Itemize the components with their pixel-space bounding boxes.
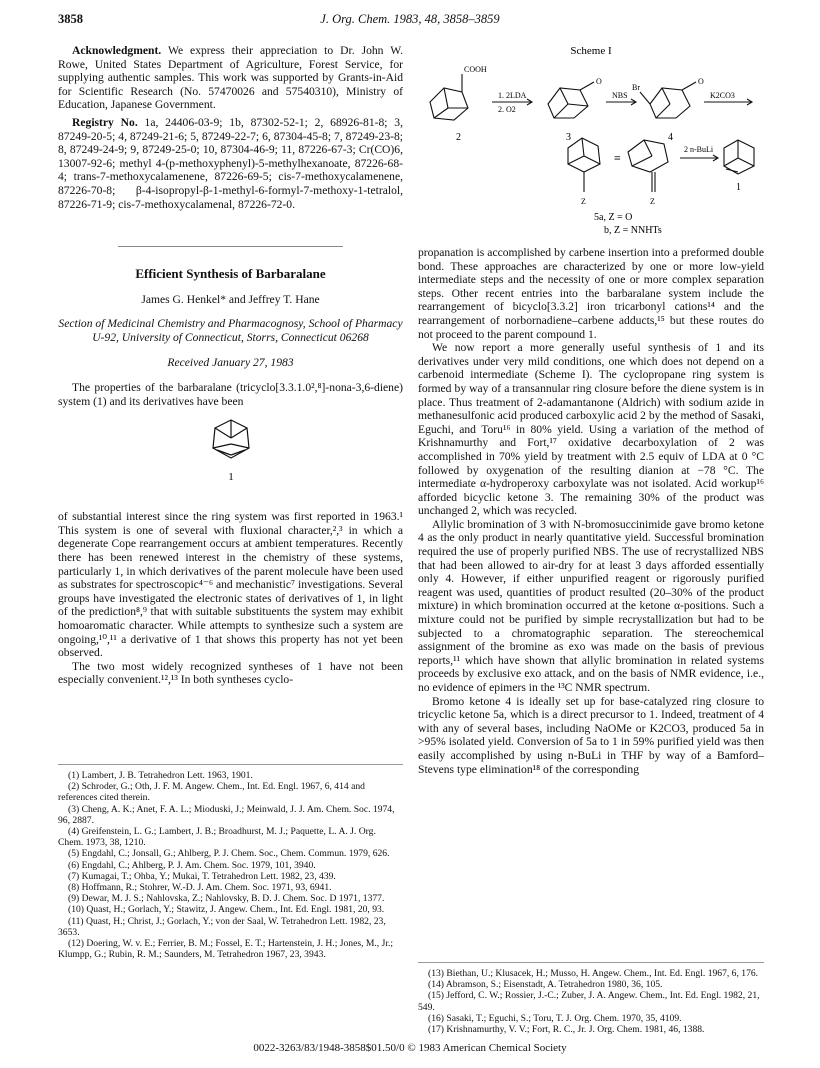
body-paragraph: of substantial interest since the ring system was first reported in 1963.¹ This system is one of several with fluxional character,²,³ in which a degenerate Cope rearrangement occurs at ambient temperatures. Recently there has been renewed interest in the chemistry of these systems, particularly 1, in which derivatives of the parent molecule have been used as substrates for spectroscopic⁴⁻⁶ and mechanistic⁷ investigations. Several groups have investigated the electronic states of derivatives of 1, in light of the prediction⁸,⁹ that with suitable substituents the system may exhibit homoaromatic character. While attempts to synthesize such a system are ongoing,¹⁰,¹¹ a derivative of 1 that shows this property has not yet been observed. bbox=[58, 510, 403, 660]
reference: (11) Quast, H.; Christ, J.; Gorlach, Y.; von der Saal, W. Tetrahedron Lett. 1982, 23, 3653. bbox=[58, 915, 386, 938]
reference: (6) Engdahl, C.; Ahlberg, P. J. Am. Chem. Soc. 1979, 101, 3940. bbox=[68, 859, 316, 871]
svg-text:2: 2 bbox=[456, 132, 461, 143]
svg-text:3: 3 bbox=[566, 132, 571, 143]
svg-text:Z: Z bbox=[581, 197, 586, 206]
scheme-figure bbox=[418, 44, 764, 240]
reference: (1) Lambert, J. B. Tetrahedron Lett. 1963, 1901. bbox=[68, 770, 253, 781]
svg-text:4: 4 bbox=[668, 132, 673, 143]
page-number: 3858 bbox=[58, 12, 83, 26]
registry-numbers: Registry No. 1a, 24406-03-9; 1b, 87302-52-1; 2, 68926-81-8; 3, 87249-20-5; 4, 87249-21-6; 5, 87249-22-7; 6, 87304-45-8; 7, 87249-23-8; 8, 87249-24-9; 9, 87249-25-0; 10, 87304-46-9; 11, 87226-67-3; Cr(CO)6, 13007-92-6; methyl 4-(p-methoxyphenyl)-5-methylhexanoate, 87226-68-4; trans-7-methoxycalamenene, 87226-69-5; cis-7-methoxycalamenene, 87226-70-8; β-4-isopropyl-β-1-methyl-6-formyl-7-methoxy-1-tetralol, 87226-71-9; cis-7-methoxycalamenal, 87226-72-0. bbox=[58, 115, 403, 211]
reference: (16) Sasaki, T.; Eguchi, S.; Toru, T. J. Org. Chem. 1970, 35, 4109. bbox=[428, 1012, 682, 1024]
svg-text:1: 1 bbox=[227, 471, 234, 484]
svg-text:K2CO3: K2CO3 bbox=[710, 91, 735, 100]
section-divider bbox=[118, 246, 343, 247]
svg-text:5a, Z = O: 5a, Z = O bbox=[594, 212, 633, 223]
footnotes-right bbox=[418, 962, 764, 1035]
left-column bbox=[58, 44, 403, 687]
svg-text:≡: ≡ bbox=[614, 151, 621, 165]
acknowledgment: Acknowledgment. We express their appreciation to Dr. John W. Rowe, United States Department of Agriculture, Forest Service, for supplying authentic samples. This work was supported by Grants-in-Aid for Scientific Research (No. 57470026 and 57540310), Ministry of Education, Japanese Government. bbox=[58, 44, 403, 112]
footnotes-left bbox=[58, 764, 403, 960]
barbaralane-structure-figure bbox=[58, 414, 403, 506]
svg-text:O: O bbox=[596, 77, 602, 86]
article-affiliation: Section of Medicinal Chemistry and Pharmacognosy, School of Pharmacy U-92, University of Connecticut, Storrs, Connecticut 06268 bbox=[58, 317, 403, 344]
reference: (17) Krishnamurthy, V. V.; Fort, R. C., Jr. J. Org. Chem. 1981, 46, 1388. bbox=[428, 1024, 705, 1036]
svg-text:Z: Z bbox=[650, 197, 655, 206]
received-date: Received January 27, 1983 bbox=[167, 355, 294, 369]
reference: (7) Kumagai, T.; Ohba, Y.; Mukai, T. Tetrahedron Lett. 1982, 23, 439. bbox=[68, 870, 336, 882]
reference: (15) Jefford, C. W.; Rossier, J.-C.; Zuber, J. A. Angew. Chem., Int. Ed. Engl. 1982, 21, 549. bbox=[418, 990, 760, 1013]
reference: (5) Engdahl, C.; Jonsall, G.; Ahlberg, P. J. Chem. Soc., Chem. Commun. 1979, 626. bbox=[68, 848, 390, 860]
body-paragraph: The two most widely recognized syntheses of 1 have not been especially convenient.¹²,¹³ In both syntheses cyclo- bbox=[58, 659, 403, 687]
svg-text:b, Z = NNHTs: b, Z = NNHTs bbox=[604, 225, 662, 236]
right-column bbox=[418, 44, 764, 776]
intro-paragraph: The properties of the barbaralane (tricyclo[3.3.1.0²,⁸]-nona-3,6-diene) system (1) and its derivatives have been bbox=[58, 381, 403, 408]
reference: (2) Schroder, G.; Oth, J. F. M. Angew. Chem., Int. Ed. Engl. 1967, 6, 414 and references cited therein. bbox=[58, 781, 365, 804]
svg-text:2. O2: 2. O2 bbox=[498, 105, 516, 114]
reference: (12) Doering, W. v. E.; Ferrier, B. M.; Fossel, E. T.; Hartenstein, J. H.; Jones, M., Jr.; Klumpp, G.; Rubin, R. M.; Saunders, M. Tetrahedron 1967, 23, 3943. bbox=[58, 938, 394, 961]
reference: (3) Cheng, A. K.; Anet, F. A. L.; Mioduski, J.; Meinwald, J. J. Am. Chem. Soc. 1974, 96, 2887. bbox=[58, 803, 395, 826]
article-authors: James G. Henkel* and Jeffrey T. Hane bbox=[141, 292, 320, 306]
reference: (14) Abramson, S.; Eisenstadt, A. Tetrahedron 1980, 36, 105. bbox=[428, 979, 663, 991]
page-footer: 0022-3263/83/1948-3858$01.50/0 © 1983 American Chemical Society bbox=[253, 1042, 567, 1054]
svg-text:1. 2LDA: 1. 2LDA bbox=[498, 91, 527, 100]
svg-text:COOH: COOH bbox=[464, 65, 487, 74]
reference: (9) Dewar, M. J. S.; Nahlovska, Z.; Nahlovsky, B. D. J. Chem. Soc. D 1971, 1377. bbox=[68, 893, 385, 905]
svg-text:O: O bbox=[698, 77, 704, 86]
svg-text:NBS: NBS bbox=[612, 91, 628, 100]
body-paragraph: Allylic bromination of 3 with N-bromosuccinimide gave bromo ketone 4 as the only product in nearly quantitative yield. Successful bromination required the use of properly purified NBS. The use of recrystallized NBS that had been allowed to air-dry for at least 3 days afforded essentially only 4. However, if either unpurified reagent or rigorously purified reagent was used, quantities of product resulted (20–30% of the product mixture) in which bromination occurred at the ketone α-positions. Such a mixture could not be purified by simple recrystallization but had to be subjected to a chromatographic separation. The stereochemical assignment of the bromine as exo was made on the basis of previous reports,¹¹ which have shown that allylic bromination in related systems proceeds by exclusive exo attack, and on the basis of NMR evidence, i.e., no evidence of epimers in the ¹³C NMR spectrum. bbox=[418, 517, 764, 694]
reference: (4) Greifenstein, L. G.; Lambert, J. B.; Broadhurst, M. J.; Paquette, L. A. J. Org. Chem. 1973, 38, 1210. bbox=[58, 826, 376, 849]
article-title: Efficient Synthesis of Barbaralane bbox=[135, 266, 326, 282]
reference: (8) Hoffmann, R.; Stohrer, W.-D. J. Am. Chem. Soc. 1971, 93, 6941. bbox=[68, 882, 332, 894]
reference: (10) Quast, H.; Gorlach, Y.; Stawitz, J. Angew. Chem., Int. Ed. Engl. 1981, 20, 93. bbox=[68, 904, 385, 916]
body-paragraph: We now report a more generally useful synthesis of 1 and its derivatives under very mild conditions, one which does not depend on a carbenoid intermediate (Scheme I). The cyclopropane ring system is formed by way of a transannular ring closure before the diene system is in place. Thus treatment of 2-adamantanone (Aldrich) with sodium azide in methanesulfonic acid produced carboxylic acid 2 by the method of Sasaki, Eguchi, and Toru¹⁶ in 80% yield. Using a variation of the method of Krishnamurthy and Fort,¹⁷ oxidative decarboxylation of 2 was accomplished in 70% yield by treatment with 2.5 equiv of LDA at 0 °C followed by oxygenation of the resulting dianion at −78 °C. The intermediate α-hydroperoxy carboxylate was not isolated. Acid workup¹⁶ afforded bicyclic ketone 3. The remaining 30% of the product was unchanged 2, which was recycled. bbox=[418, 341, 764, 518]
svg-text:Br: Br bbox=[632, 83, 640, 92]
svg-text:Scheme I: Scheme I bbox=[570, 45, 612, 57]
barbaralane-structure bbox=[201, 414, 261, 486]
svg-text:1: 1 bbox=[736, 182, 741, 193]
body-paragraph: propanation is accomplished by carbene insertion into a preformed double bond. These approaches are characterized by one or more low-yield intermediate steps and the necessity of one or more complex separation steps. Other recent entries into the barbaralane system include the rearrangement of bicyclo[3.3.2] iron tricarbonyl cations¹⁴ and the rearrangement of norbornadiene–carbene adducts,¹⁵ but these routes do not proceed to the parent compound 1. bbox=[418, 246, 764, 341]
svg-text:2 n-BuLi: 2 n-BuLi bbox=[684, 145, 714, 154]
reaction-scheme bbox=[418, 44, 764, 240]
reference: (13) Biethan, U.; Klusacek, H.; Musso, H. Angew. Chem., Int. Ed. Engl. 1967, 6, 176. bbox=[428, 968, 759, 979]
page-header bbox=[58, 12, 762, 32]
journal-citation: J. Org. Chem. 1983, 48, 3858–3859 bbox=[320, 12, 500, 26]
body-paragraph: Bromo ketone 4 is ideally set up for base-catalyzed ring closure to tricyclic ketone 5a, which is a direct precursor to 1. Indeed, treatment of 4 with any of several bases, including NaOMe or K2CO3, produced 5a in >95% isolated yield. Conversion of 5a to 1 in 59% purified yield was then easily accomplished by using n-BuLi in THF by way of a Bamford–Stevens type elimination¹⁸ of the corresponding bbox=[418, 694, 764, 776]
